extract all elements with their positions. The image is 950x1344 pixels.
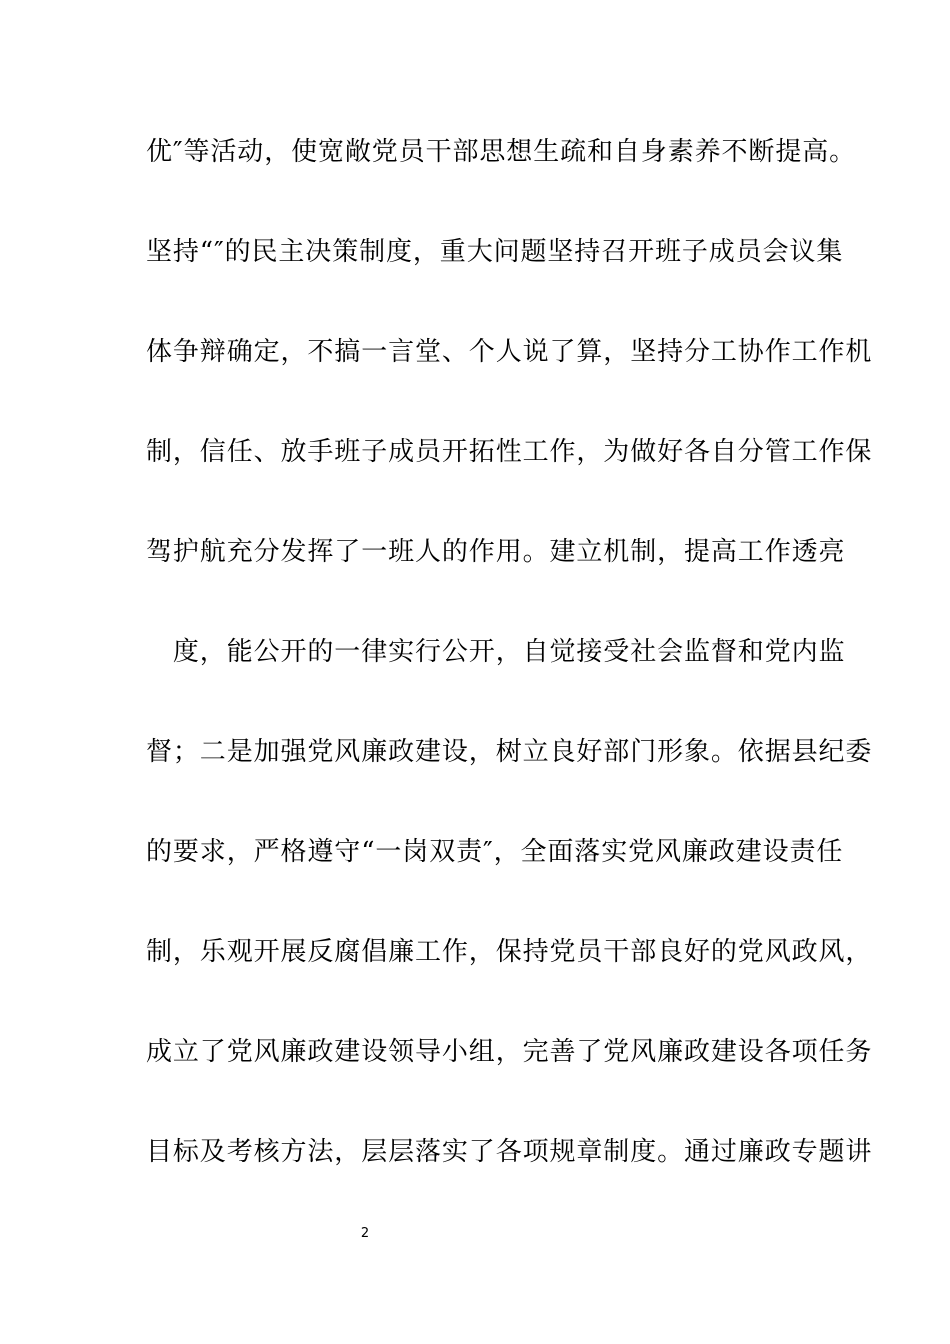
- text-line: 督；二是加强党风廉政建设，树立良好部门形象。依据县纪委: [146, 737, 873, 767]
- text-line: 驾护航充分发挥了一班人的作用。建立机制，提高工作透亮: [146, 537, 846, 567]
- text-line: 的要求，严格遵守“一岗双责″，全面落实党风廉政建设责任: [146, 837, 844, 867]
- text-line: 优″等活动，使宽敞党员干部思想生疏和自身素养不断提高。: [146, 137, 857, 167]
- text-line: 目标及考核方法，层层落实了各项规章制度。通过廉政专题讲: [146, 1137, 873, 1167]
- page-number: 2: [360, 1226, 370, 1241]
- text-line: 体争辩确定，不搞一言堂、个人说了算，坚持分工协作工作机: [146, 337, 873, 367]
- text-line: 制，乐观开展反腐倡廉工作，保持党员干部良好的党风政风，: [146, 937, 873, 967]
- text-line: 度，能公开的一律实行公开，自觉接受社会监督和党内监: [146, 637, 846, 667]
- text-line: 坚持“″的民主决策制度，重大问题坚持召开班子成员会议集: [146, 237, 844, 267]
- text-line: 成立了党风廉政建设领导小组，完善了党风廉政建设各项任务: [146, 1037, 873, 1067]
- text-line: 制，信任、放手班子成员开拓性工作，为做好各自分管工作保: [146, 437, 873, 467]
